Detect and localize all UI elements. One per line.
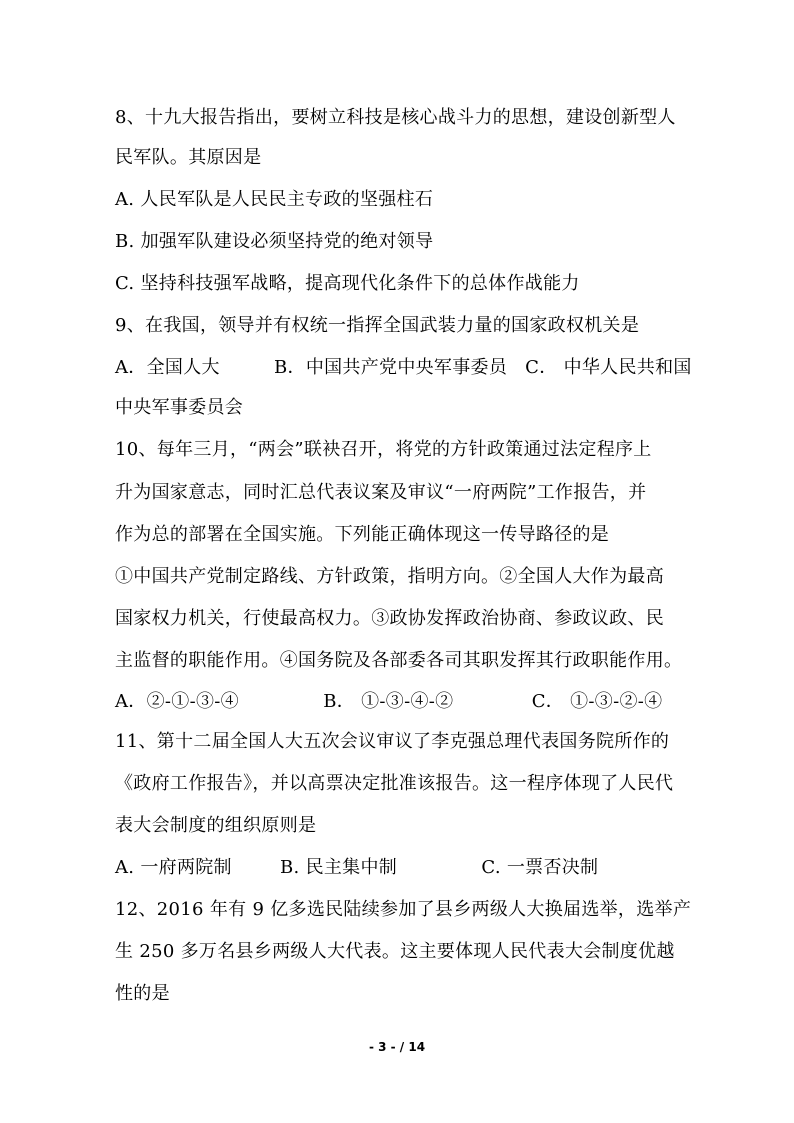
q12-stem-line1: 12、2016 年有 9 亿多选民陆续参加了县乡两级人大换届选举，选举产 (115, 899, 692, 920)
q10-stem-line6: 主监督的职能作用。④国务院及各部委各司其职发挥其行政职能作用。 (115, 650, 683, 671)
q8-option-a: A. 人民军队是人民民主专政的坚强柱石 (115, 189, 434, 210)
q11-stem-line2: 《政府工作报告》，并以高票决定批准该报告。这一程序体现了人民代 (115, 773, 674, 794)
q10-stem-line1: 10、每年三月，“两会”联袂召开，将党的方针政策通过法定程序上 (115, 439, 652, 460)
q10-stem-line3: 作为总的部署在全国实施。下列能正确体现这一传导路径的是 (115, 524, 610, 545)
q9-options: A．全国人大 B．中国共产党中央军事委员 C． 中华人民共和国 (115, 357, 692, 378)
q10-stem-line2: 升为国家意志，同时汇总代表议案及审议“一府两院”工作报告，并 (115, 482, 647, 503)
q11-stem-line3: 表大会制度的组织原则是 (115, 815, 317, 836)
q8-option-b: B. 加强军队建设必须坚持党的绝对领导 (115, 231, 434, 252)
q8-stem-line2: 民军队。其原因是 (115, 147, 262, 168)
q8-stem-line1: 8、十九大报告指出，要树立科技是核心战斗力的思想，建设创新型人 (115, 107, 676, 128)
q12-stem-line2: 生 250 多万名县乡两级人大代表。这主要体现人民代表大会制度优越 (115, 941, 675, 962)
q10-stem-line4: ①中国共产党制定路线、方针政策，指明方向。②全国人大作为最高 (115, 566, 664, 587)
q10-stem-line5: 国家权力机关，行使最高权力。③政协发挥政治协商、参政议政、民 (115, 608, 664, 629)
q11-stem-line1: 11、第十二届全国人大五次会议审议了李克强总理代表国务院所作的 (115, 731, 670, 752)
q9-option-c-cont: 中央军事委员会 (115, 397, 244, 418)
q11-options: A. 一府两院制 B. 民主集中制 C. 一票否决制 (115, 857, 599, 878)
q8-option-c: C. 坚持科技强军战略，提高现代化条件下的总体作战能力 (115, 273, 580, 294)
q12-stem-line3: 性的是 (115, 983, 170, 1004)
q9-stem: 9、在我国，领导并有权统一指挥全国武装力量的国家政权机关是 (115, 315, 640, 336)
page-number: - 3 - / 14 (368, 1040, 426, 1054)
q10-options: A．②-①-③-④ B． ①-③-④-② C． ①-③-②-④ (115, 691, 663, 712)
